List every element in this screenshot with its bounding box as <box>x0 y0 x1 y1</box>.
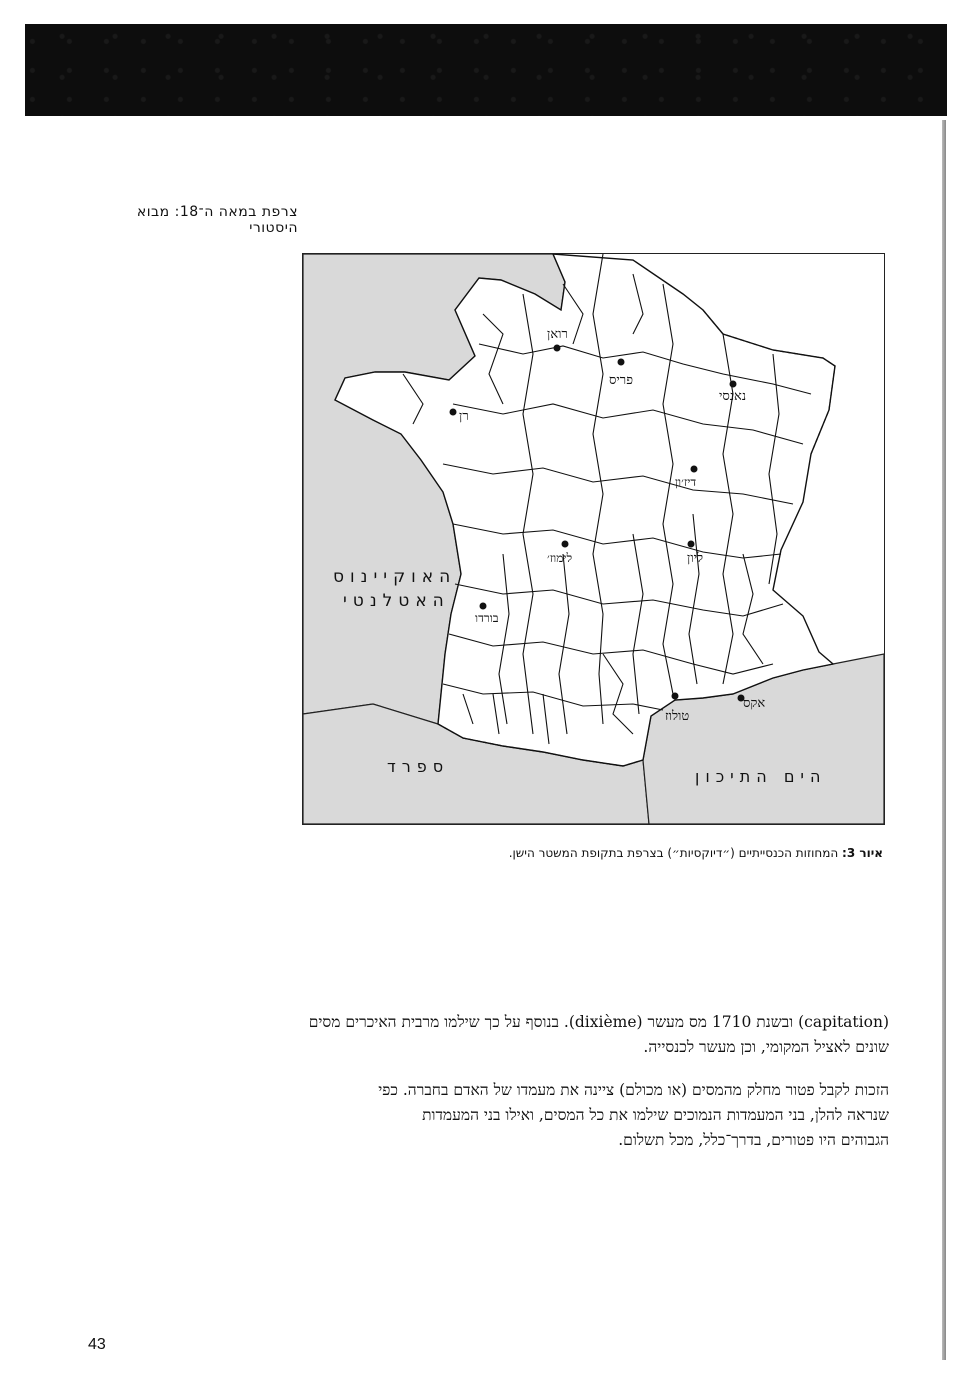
para1-line1: (capitation) ובשנת 1710 מס מעשר (dixième). בנוסף על כך שילמו מרבית האיכרים מסים <box>308 1013 889 1031</box>
body-paragraph-1 <box>302 1010 889 1060</box>
running-head: צרפת במאה ה־18: מבוא היסטורי <box>136 204 298 236</box>
sea-label-mediterranean: הים התיכון <box>695 767 827 786</box>
figure-caption <box>302 846 883 860</box>
dioceses-map <box>302 253 885 825</box>
city-label-rouen: רואן <box>547 327 568 342</box>
body-paragraph-2 <box>302 1078 889 1153</box>
page-number: 43 <box>88 1336 106 1353</box>
para2-line3: הגבוהים היו פטורים, בדרך־כלל, מכל תשלום. <box>618 1131 889 1149</box>
sea-label-atlantic-1: האוקיינוס <box>333 567 457 587</box>
city-label-nancy: נאנסי <box>719 389 747 404</box>
caption-text: המחוזות הכנסייתיים (״דיוקסיות״) בצרפת בתקופת המשטר הישן. <box>508 846 839 860</box>
top-dark-band <box>25 24 947 116</box>
para2-line2: שנראה להלן, בני המעמדות הנמוכים שילמו את כל המסים, ואילו בני המעמדות <box>422 1106 889 1124</box>
city-label-bordeaux: בורדו <box>475 611 499 625</box>
para1-line2: שונים לאציל המקומי, וכן מעשר לכנסייה. <box>643 1038 889 1056</box>
city-label-rennes: רן <box>459 409 469 424</box>
sea-label-atlantic-2: האטלנטי <box>343 591 450 611</box>
city-label-limoges: לימוז׳ <box>547 551 573 565</box>
city-label-paris: פריס <box>609 373 634 388</box>
city-label-lyon: ליון <box>687 551 704 566</box>
caption-label: איור 3: <box>842 846 883 860</box>
city-label-toulouse: טולוז <box>665 709 690 724</box>
para2-line1: הזכות לקבל פטור מחלק מהמסים (או מכולם) ציינה את מעמדו של האדם בחברה. כפי <box>378 1081 889 1099</box>
city-label-aix: אקס <box>743 696 766 711</box>
page-edge-shadow <box>942 120 946 1360</box>
city-label-dijon: דיז׳ון <box>675 475 697 489</box>
sea-label-spain: ספרד <box>387 757 450 776</box>
